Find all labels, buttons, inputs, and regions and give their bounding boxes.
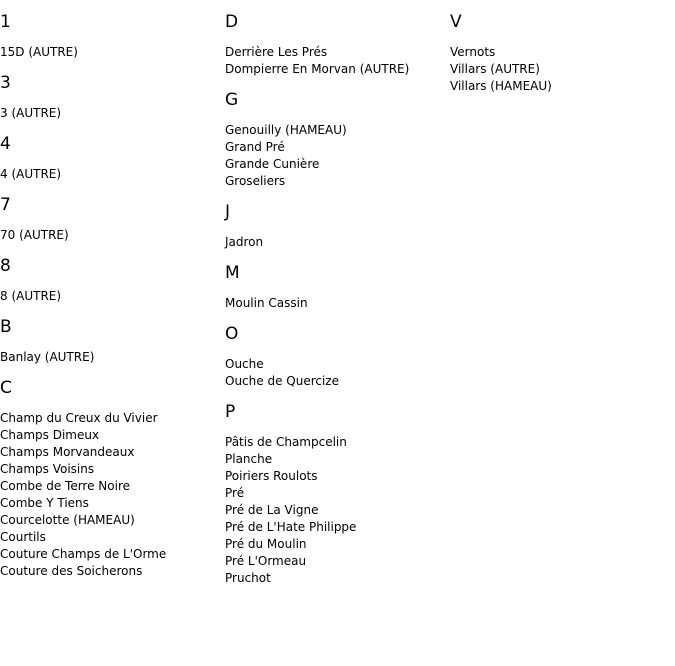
place-link[interactable]: Champ du Creux du Vivier	[0, 411, 158, 425]
letter-group	[0, 256, 225, 305]
place-list	[0, 227, 225, 244]
group-letter-heading: D	[225, 12, 239, 32]
place-link[interactable]: 70 (AUTRE)	[0, 228, 69, 242]
place-link[interactable]: Couture des Soicherons	[0, 564, 143, 578]
letter-group	[0, 12, 225, 61]
group-letter-heading: 1	[0, 12, 11, 32]
place-list	[0, 349, 225, 366]
place-link[interactable]: 4 (AUTRE)	[0, 167, 62, 181]
letter-group	[225, 263, 450, 312]
place-link[interactable]: Genouilly (HAMEAU)	[225, 123, 347, 137]
place-link[interactable]: Villars (AUTRE)	[450, 62, 540, 76]
place-link[interactable]: Pré de La Vigne	[225, 503, 319, 517]
index-column-3	[450, 0, 675, 95]
group-letter-heading: B	[0, 317, 12, 337]
place-link[interactable]: Champs Voisins	[0, 462, 95, 476]
place-link[interactable]: Champs Dimeux	[0, 428, 100, 442]
place-link[interactable]: Pré L'Ormeau	[225, 554, 307, 568]
place-link[interactable]: Courtils	[0, 530, 46, 544]
place-link[interactable]: Moulin Cassin	[225, 296, 308, 310]
letter-group	[225, 90, 450, 190]
place-link[interactable]: Pâtis de Champcelin	[225, 435, 347, 449]
index-column-2	[225, 0, 450, 587]
place-link[interactable]: Villars (HAMEAU)	[450, 79, 552, 93]
place-link[interactable]: 15D (AUTRE)	[0, 45, 78, 59]
place-list	[225, 44, 450, 78]
letter-group	[0, 195, 225, 244]
place-list	[0, 410, 225, 580]
place-link[interactable]: Pruchot	[225, 571, 271, 585]
place-list	[0, 166, 225, 183]
place-list	[450, 44, 675, 95]
group-letter-heading: G	[225, 90, 239, 110]
letter-group	[225, 402, 450, 587]
group-letter-heading: O	[225, 324, 239, 344]
group-letter-heading: C	[0, 378, 12, 398]
letter-group	[225, 324, 450, 390]
place-list	[225, 356, 450, 390]
letter-group	[0, 317, 225, 366]
place-list	[0, 105, 225, 122]
index-column-1	[0, 0, 225, 580]
place-list	[225, 434, 450, 587]
group-letter-heading: M	[225, 263, 240, 283]
group-letter-heading: 3	[0, 73, 11, 93]
place-link[interactable]: Pré du Moulin	[225, 537, 307, 551]
letter-group	[0, 378, 225, 580]
group-letter-heading: V	[450, 12, 462, 32]
place-link[interactable]: Groseliers	[225, 174, 286, 188]
place-link[interactable]: Grande Cunière	[225, 157, 320, 171]
place-link[interactable]: Ouche	[225, 357, 264, 371]
place-link[interactable]: 3 (AUTRE)	[0, 106, 62, 120]
place-link[interactable]: Courcelotte (HAMEAU)	[0, 513, 135, 527]
place-list	[0, 44, 225, 61]
place-link[interactable]: Combe Y Tiens	[0, 496, 89, 510]
place-link[interactable]: Planche	[225, 452, 273, 466]
group-letter-heading: 7	[0, 195, 11, 215]
place-link[interactable]: Jadron	[225, 235, 264, 249]
place-list	[0, 288, 225, 305]
place-list	[225, 122, 450, 190]
place-link[interactable]: Pré de L'Hate Philippe	[225, 520, 357, 534]
place-link[interactable]: Grand Pré	[225, 140, 285, 154]
place-link[interactable]: Banlay (AUTRE)	[0, 350, 95, 364]
letter-group	[0, 73, 225, 122]
letter-group	[0, 134, 225, 183]
place-link[interactable]: Derrière Les Prés	[225, 45, 328, 59]
place-link[interactable]: Couture Champs de L'Orme	[0, 547, 167, 561]
place-link[interactable]: Combe de Terre Noire	[0, 479, 131, 493]
place-link[interactable]: Vernots	[450, 45, 496, 59]
place-link[interactable]: Pré	[225, 486, 245, 500]
place-link[interactable]: Dompierre En Morvan (AUTRE)	[225, 62, 410, 76]
place-link[interactable]: Ouche de Quercize	[225, 374, 339, 388]
place-list	[225, 295, 450, 312]
place-link[interactable]: Champs Morvandeaux	[0, 445, 135, 459]
place-link[interactable]: Poiriers Roulots	[225, 469, 318, 483]
group-letter-heading: 8	[0, 256, 11, 276]
place-link[interactable]: 8 (AUTRE)	[0, 289, 62, 303]
group-letter-heading: 4	[0, 134, 11, 154]
letter-group	[450, 12, 675, 95]
letter-group	[225, 12, 450, 78]
letter-group	[225, 202, 450, 251]
place-list	[225, 234, 450, 251]
group-letter-heading: J	[225, 202, 231, 222]
group-letter-heading: P	[225, 402, 236, 422]
